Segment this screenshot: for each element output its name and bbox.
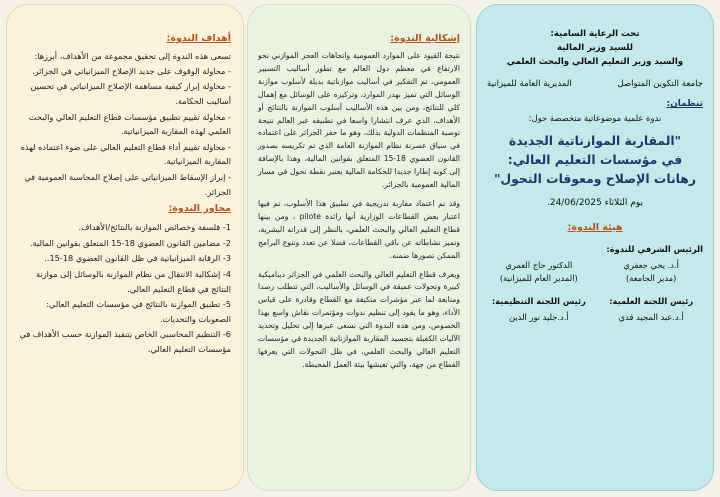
patron-higher-ed-minister: والسيد وزير التعليم العالي والبحث العلمي xyxy=(506,57,684,67)
axis-item: 3- الرقابة الميزانياتية في ظل القانون العضوي 18-15.. xyxy=(44,253,231,264)
axis-item: 5- تطبيق الموازنة بالنتائج في مؤسسات التعليم العالي: الصعوبات والتحديات. xyxy=(46,299,231,324)
goal-item: - محاولة إبراز كيفية مساهمة الإصلاح الميزانياتي في تحسين أساليب الحكامة. xyxy=(30,81,231,106)
seminar-type: ندوة علمية موضوعاتية متخصصة حول: xyxy=(528,113,662,123)
problem-heading: إشكالية الندوة: xyxy=(390,33,460,44)
goals-intro: تسعى هذه الندوة إلى تحقيق مجموعة من الأهداف، أبرزها: xyxy=(34,51,231,61)
organizing-committee-label: رئيس اللجنة التنظيمية: xyxy=(491,296,586,306)
committee-heading: هيئة الندوة: xyxy=(567,222,623,233)
title-line: في مؤسسات التعليم العالي: xyxy=(507,152,683,167)
organizers-label: تنظمان: xyxy=(666,99,703,109)
scientific-committee-label: رئيس اللجنة العلمية: xyxy=(609,296,694,306)
seminar-title xyxy=(487,131,703,188)
goal-item: - محاولة تقييم تطبيق مؤسسات قطاع التعليم العالي والبحث العلمي لهذه المقاربة الميزانياتية. xyxy=(28,111,231,137)
honorary-chair-2: الدكتور حاج العمري xyxy=(505,260,573,270)
org-university: جامعة التكوين المتواصل xyxy=(617,79,703,89)
org-budget-directorate: المديرية العامة للميزانية xyxy=(487,79,572,89)
title-line: رهانات الإصلاح ومعوقات التحول" xyxy=(493,171,697,186)
axis-item: 4- إشكالية الانتقال من نظام الموازنة بالوسائل إلى موازنة النتائج في قطاع التعليم العالي. xyxy=(35,268,231,294)
goals-list xyxy=(19,64,231,199)
axis-item: 1- فلسفة وخصائص الموازنة بالنتائج/الأهداف. xyxy=(78,222,231,233)
committee-row xyxy=(487,272,703,285)
goal-item: - محاولة تقييم أداء قطاع التعليم العالي على ضوء اعتماده لهذه المقاربة الميزانياتية. xyxy=(20,141,231,167)
axis-item: 2- مضامين القانون العضوي 18-15 المتعلق بقوانين المالية. xyxy=(30,237,231,248)
organizing-committee-chair: أ.د.جليد نور الدين xyxy=(508,312,569,322)
axes-heading: محاور الندوة: xyxy=(168,203,231,215)
title-line: "المقاربة الموازناتية الجديدة xyxy=(508,133,682,148)
problem-paragraph: نتيجة القيود على الموارد العمومية واتجاهات العجز الموازني نحو الارتفاع في معظم دول العالم مع تطور أساليب التسيير العمومي، تم التفكير في أساليب موازناتية بديلة لأسلوب موازنة الوسائل التي تميز بهدر الموارد، وتركيزه على الوسائل مع إهمال كلي للنتائج، ومن بين هذه الأساليب أسلوب الموازنة بالنتائج أو الأهداف، الذي عرف انتشارا واسعا في تطبيقه عبر العالم نتيجة توصية المنظمات الدولية بذلك، وهو ما حفز الجزائر على اعتماده في سياق عصرنة نظام الموازنة العامة الذي تم تكريسه بصدور القانون العضوي 18-15 المتعلق بقوانين المالية، وهذا بالإضافة إلى كونه إطارا جديدا للحكامة المالية يعتبر نقطة تحول في مسار المالية العمومية بالجزائر. xyxy=(258,51,460,190)
patronage-label: تحت الرعاية السامية: xyxy=(550,29,640,39)
committee-grid xyxy=(487,243,703,324)
honorary-chair-label: الرئيس الشرفي للندوة: xyxy=(606,244,703,254)
honorary-chair-1: أ.د. يحي جعفري xyxy=(623,260,679,270)
honorary-chair-2-role: (المدير العام للميزانية) xyxy=(499,273,578,283)
organizers-row xyxy=(487,79,703,89)
honorary-chair-1-role: (مدير الجامعة) xyxy=(625,273,677,283)
committee-row xyxy=(487,243,703,256)
problem-paragraph: وقد تم اعتماد مقاربة تدريجية في تطبيق هذا الأسلوب، تم فيها اعتبار بعض القطاعات الوزارية أنها رائدة pilote ، ومن بينها قطاع التعليم العالي والبحث العلمي، بالنظر إلى قدراته البشرية، وتميز نشاطاته عن باقي القطاعات، فضلا عن تعدد وتنوع البرامج الممكن تصورها ضمنه. xyxy=(258,198,461,260)
axis-item: 6- التنظيم المحاسبي الخاص بتنفيذ الموازنة حسب الأهداف في مؤسسات التعليم العالي. xyxy=(19,329,231,354)
goals-axes-panel xyxy=(6,4,244,491)
goal-item: - إبراز الإسقاط الميزانياتي على إصلاح المحاسبة العمومية في الجزائر. xyxy=(24,171,231,197)
problem-panel xyxy=(247,4,471,491)
committee-row xyxy=(487,259,703,272)
axes-list xyxy=(19,220,231,356)
goals-heading: أهداف الندوة: xyxy=(166,33,231,44)
cover-panel xyxy=(476,4,714,491)
committee-row xyxy=(487,295,703,308)
patron-finance-minister: للسيد وزير المالية xyxy=(557,43,633,53)
committee-row xyxy=(487,311,703,324)
seminar-date: يوم الثلاثاء 24/06/2025. xyxy=(546,198,643,208)
problem-paragraph: ويعرف قطاع التعليم العالي والبحث العلمي في الجزائر ديناميكية كبيرة وتحولات عميقة في الوسائل والأساليب، التي تتطلب رصدا ومتابعة لما عبر مؤشرات متكيفة مع القطاع وقادرة على قياس الأداء، وهو ما يقود إلى تنظيم ندوات ومؤتمرات نقاش واسع بهذا الخصوص، ومن هذه الندوة التي نسعى عبرها إلى تحليل وتحديد الآليات الكفيلة بتجسيد المقاربة الموازناتية الجديدة في مؤسسات التعليم العالي والبحث العلمي، في ظل التحولات التي يعرفها القطاع من جهة، والتي تعيشها بيئة العمل المحيطة. xyxy=(258,269,460,369)
goal-item: - محاولة الوقوف على جديد الإصلاح الميزانياتي في الجزائر. xyxy=(32,65,231,76)
scientific-committee-chair: أ.د.عبد المجيد قدي xyxy=(618,312,684,322)
